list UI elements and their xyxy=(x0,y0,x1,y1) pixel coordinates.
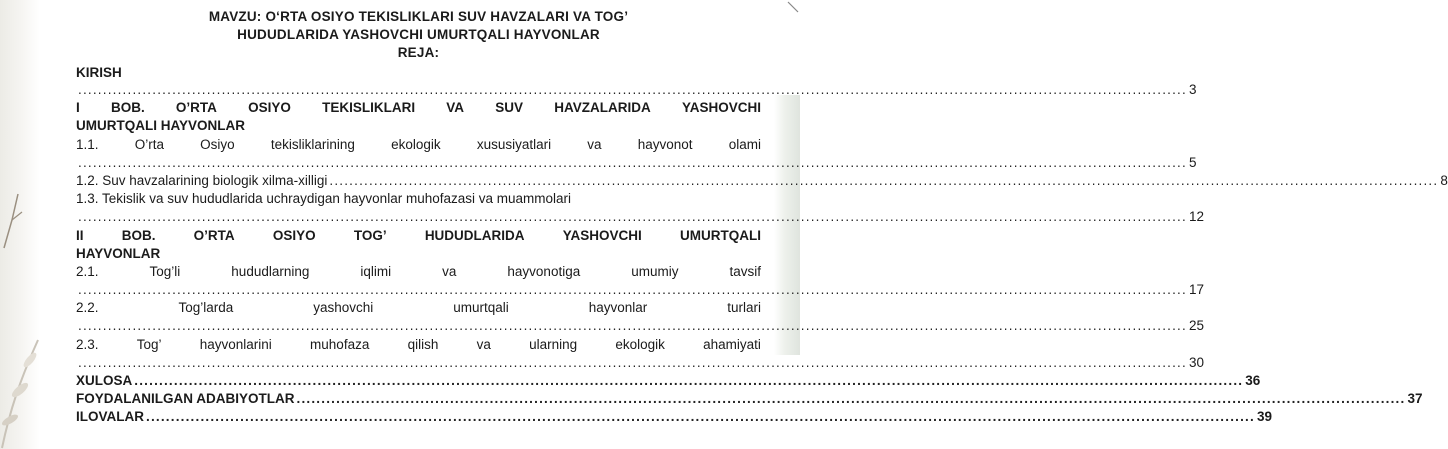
toc-word: BOB. xyxy=(121,228,156,243)
toc-word: Tog’larda xyxy=(178,300,234,315)
toc-word: xususiyatlari xyxy=(476,137,552,152)
toc-word: TEKISLIKLARI xyxy=(322,100,416,115)
toc-word: hayvonotiga xyxy=(507,264,581,279)
toc-section-2-3 xyxy=(76,336,761,354)
toc-word: O’RTA xyxy=(193,228,235,243)
toc-word: turlari xyxy=(727,300,761,315)
toc-section-2-2-leader xyxy=(76,317,1204,335)
dot-leader: ................................................................................................................................................................................................................................ xyxy=(78,209,1187,224)
toc-word: va xyxy=(442,264,457,279)
toc-word: hayvonlar xyxy=(588,300,648,315)
branch-decoration-bottom xyxy=(0,300,44,449)
toc-word: umurtqali xyxy=(453,300,509,315)
toc-word: OSIYO xyxy=(248,100,291,115)
toc-ilovalar xyxy=(76,408,1272,426)
toc-word: hayvonot xyxy=(637,137,693,152)
toc-section-1-1-leader xyxy=(76,154,1197,172)
toc-section-2-1 xyxy=(76,263,761,281)
toc-word: OSIYO xyxy=(272,228,316,243)
toc-word: umumiy xyxy=(631,264,679,279)
toc-word: Tog’ xyxy=(136,337,162,352)
toc-section-1-2-page: 8 xyxy=(1440,173,1448,188)
toc-word: va xyxy=(587,137,602,152)
toc-word: 1.1. xyxy=(76,137,99,152)
toc-word: HAVZALARIDA xyxy=(554,100,651,115)
toc-section-2-1-page: 17 xyxy=(1188,282,1204,297)
toc-word: va xyxy=(476,337,491,352)
toc-word: BOB. xyxy=(110,100,145,115)
toc-word: tavsif xyxy=(729,264,761,279)
dot-leader: ................................................................................................................................................................................................................................ xyxy=(134,373,1244,388)
toc-word: ahamiyati xyxy=(703,337,761,352)
toc-word: ularning xyxy=(529,337,578,352)
toc-word: yashovchi xyxy=(313,300,374,315)
toc-word: YASHOVCHI xyxy=(562,228,642,243)
document-page xyxy=(76,0,1448,449)
toc-section-1-3-label: 1.3. Tekislik va suv hududlarida uchraydigan hayvonlar muhofazasi va muammolari xyxy=(76,191,572,206)
dot-leader: ................................................................................................................................................................................................................................ xyxy=(296,391,1406,406)
toc-section-1-3-leader xyxy=(76,208,1204,226)
toc-kirish-entry xyxy=(76,81,1197,99)
toc-word: hududlarning xyxy=(231,264,310,279)
toc-section-2-2-page: 25 xyxy=(1188,318,1204,333)
toc-section-1-1 xyxy=(76,136,761,154)
toc-adabiyot xyxy=(76,390,1423,408)
dot-leader: ................................................................................................................................................................................................................................ xyxy=(146,409,1255,424)
toc-section-1-1-page: 5 xyxy=(1188,155,1197,170)
toc-word: muhofaza xyxy=(310,337,370,352)
branch-decoration-top-right xyxy=(786,0,800,14)
dot-leader: ................................................................................................................................................................................................................................ xyxy=(78,82,1187,97)
toc-word: VA xyxy=(446,100,465,115)
toc-word: 2.3. xyxy=(76,337,99,352)
toc-section-2-3-page: 30 xyxy=(1188,355,1204,370)
toc-bob1-heading-line2: UMURTQALI HAYVONLAR xyxy=(76,118,246,133)
title-line-1: MAVZU: O‘RTA OSIYO TEKISLIKLARI SUV HAVZALARI VA TOG’ xyxy=(208,9,629,24)
toc-word: qilish xyxy=(407,337,439,352)
toc-word: ekologik xyxy=(615,337,665,352)
toc-word: 2.1. xyxy=(76,264,99,279)
toc-word: TOG’ xyxy=(353,228,387,243)
toc-word: Tog’li xyxy=(149,264,181,279)
dot-leader: ................................................................................................................................................................................................................................ xyxy=(78,155,1187,170)
toc-word: iqlimi xyxy=(360,264,392,279)
toc-xulosa-page: 36 xyxy=(1245,373,1261,388)
toc-kirish-label: KIRISH xyxy=(76,65,122,80)
toc-ilovalar-page: 39 xyxy=(1256,409,1272,424)
plan-heading: REJA: xyxy=(397,45,440,60)
toc-word: O’rta xyxy=(134,137,164,152)
toc-word: SUV xyxy=(495,100,524,115)
toc-kirish-page: 3 xyxy=(1188,82,1197,97)
branch-decoration-left xyxy=(0,190,28,250)
toc-ilovalar-label: ILOVALAR xyxy=(76,409,144,424)
toc-section-1-2 xyxy=(76,172,1448,190)
toc-adabiyot-page: 37 xyxy=(1407,391,1423,406)
toc-section-2-1-leader xyxy=(76,281,1204,299)
toc-section-2-2 xyxy=(76,299,761,317)
toc-word: tekisliklarining xyxy=(270,137,355,152)
toc-bob1-heading xyxy=(76,99,761,117)
toc-word: 2.2. xyxy=(76,300,99,315)
toc-word: O’RTA xyxy=(175,100,217,115)
toc-word: I xyxy=(76,100,80,115)
toc-word: ekologik xyxy=(391,137,441,152)
toc-word: II xyxy=(76,228,84,243)
dot-leader: ................................................................................................................................................................................................................................ xyxy=(78,318,1187,333)
toc-bob2-heading xyxy=(76,227,761,245)
toc-word: YASHOVCHI xyxy=(681,100,761,115)
toc-xulosa xyxy=(76,372,1261,390)
toc-section-2-3-leader xyxy=(76,354,1204,372)
toc-xulosa-label: XULOSA xyxy=(76,373,133,388)
dot-leader: ................................................................................................................................................................................................................................ xyxy=(78,355,1187,370)
toc-word: hayvonlarini xyxy=(199,337,272,352)
toc-word: HUDUDLARIDA xyxy=(424,228,525,243)
toc-section-1-2-label: 1.2. Suv havzalarining biologik xilma-xilligi xyxy=(76,173,328,188)
toc-word: olami xyxy=(728,137,761,152)
toc-word: Osiyo xyxy=(200,137,235,152)
toc-word: UMURTQALI xyxy=(680,228,761,243)
toc-section-1-3-page: 12 xyxy=(1188,209,1204,224)
toc-bob2-heading-line2: HAYVONLAR xyxy=(76,246,161,261)
dot-leader: ................................................................................................................................................................................................................................ xyxy=(329,173,1439,188)
toc-adabiyot-label: FOYDALANILGAN ADABIYOTLAR xyxy=(76,391,295,406)
title-line-2: HUDUDLARIDA YASHOVCHI UMURTQALI HAYVONLAR xyxy=(237,27,600,42)
dot-leader: ................................................................................................................................................................................................................................ xyxy=(78,282,1187,297)
